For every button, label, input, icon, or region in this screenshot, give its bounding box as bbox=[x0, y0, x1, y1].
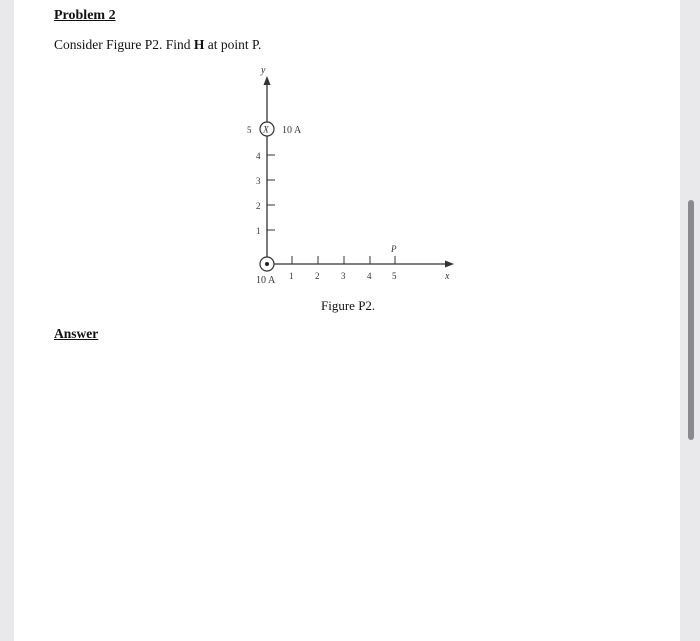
x-tick-label-5: 5 bbox=[392, 271, 397, 281]
x-tick-label-1: 1 bbox=[289, 271, 294, 281]
figure-p2 bbox=[14, 0, 680, 300]
y-tick-label-4: 4 bbox=[256, 151, 261, 161]
x-axis-arrow-icon bbox=[445, 261, 454, 268]
y-tick-label-5: 5 bbox=[247, 125, 252, 135]
x-tick-label-4: 4 bbox=[367, 271, 372, 281]
x-axis-label: x bbox=[445, 271, 450, 282]
y-axis-arrow-icon bbox=[264, 76, 271, 85]
current-out-of-page-dot-icon bbox=[265, 262, 269, 266]
y-tick-label-2: 2 bbox=[256, 201, 261, 211]
current-into-page-symbol: X bbox=[263, 125, 269, 136]
current-top-label: 10 A bbox=[282, 125, 302, 136]
x-tick-label-2: 2 bbox=[315, 271, 320, 281]
document-page bbox=[14, 0, 680, 641]
point-p-label: P bbox=[391, 244, 397, 254]
question-prefix: Consider Figure P2. Find bbox=[54, 37, 194, 52]
question-bold-symbol: H bbox=[193, 37, 205, 52]
y-tick-label-3: 3 bbox=[256, 176, 261, 186]
answer-title: Answer bbox=[54, 326, 99, 341]
x-tick-label-3: 3 bbox=[341, 271, 346, 281]
current-origin-label: 10 A bbox=[256, 275, 276, 286]
y-tick-label-1: 1 bbox=[256, 226, 261, 236]
question-suffix: at point P. bbox=[204, 37, 262, 52]
figure-caption: Figure P2. bbox=[321, 298, 376, 313]
y-axis-label: y bbox=[261, 65, 266, 76]
problem-title: Problem 2 bbox=[54, 8, 116, 23]
scrollbar-thumb[interactable] bbox=[688, 200, 694, 440]
